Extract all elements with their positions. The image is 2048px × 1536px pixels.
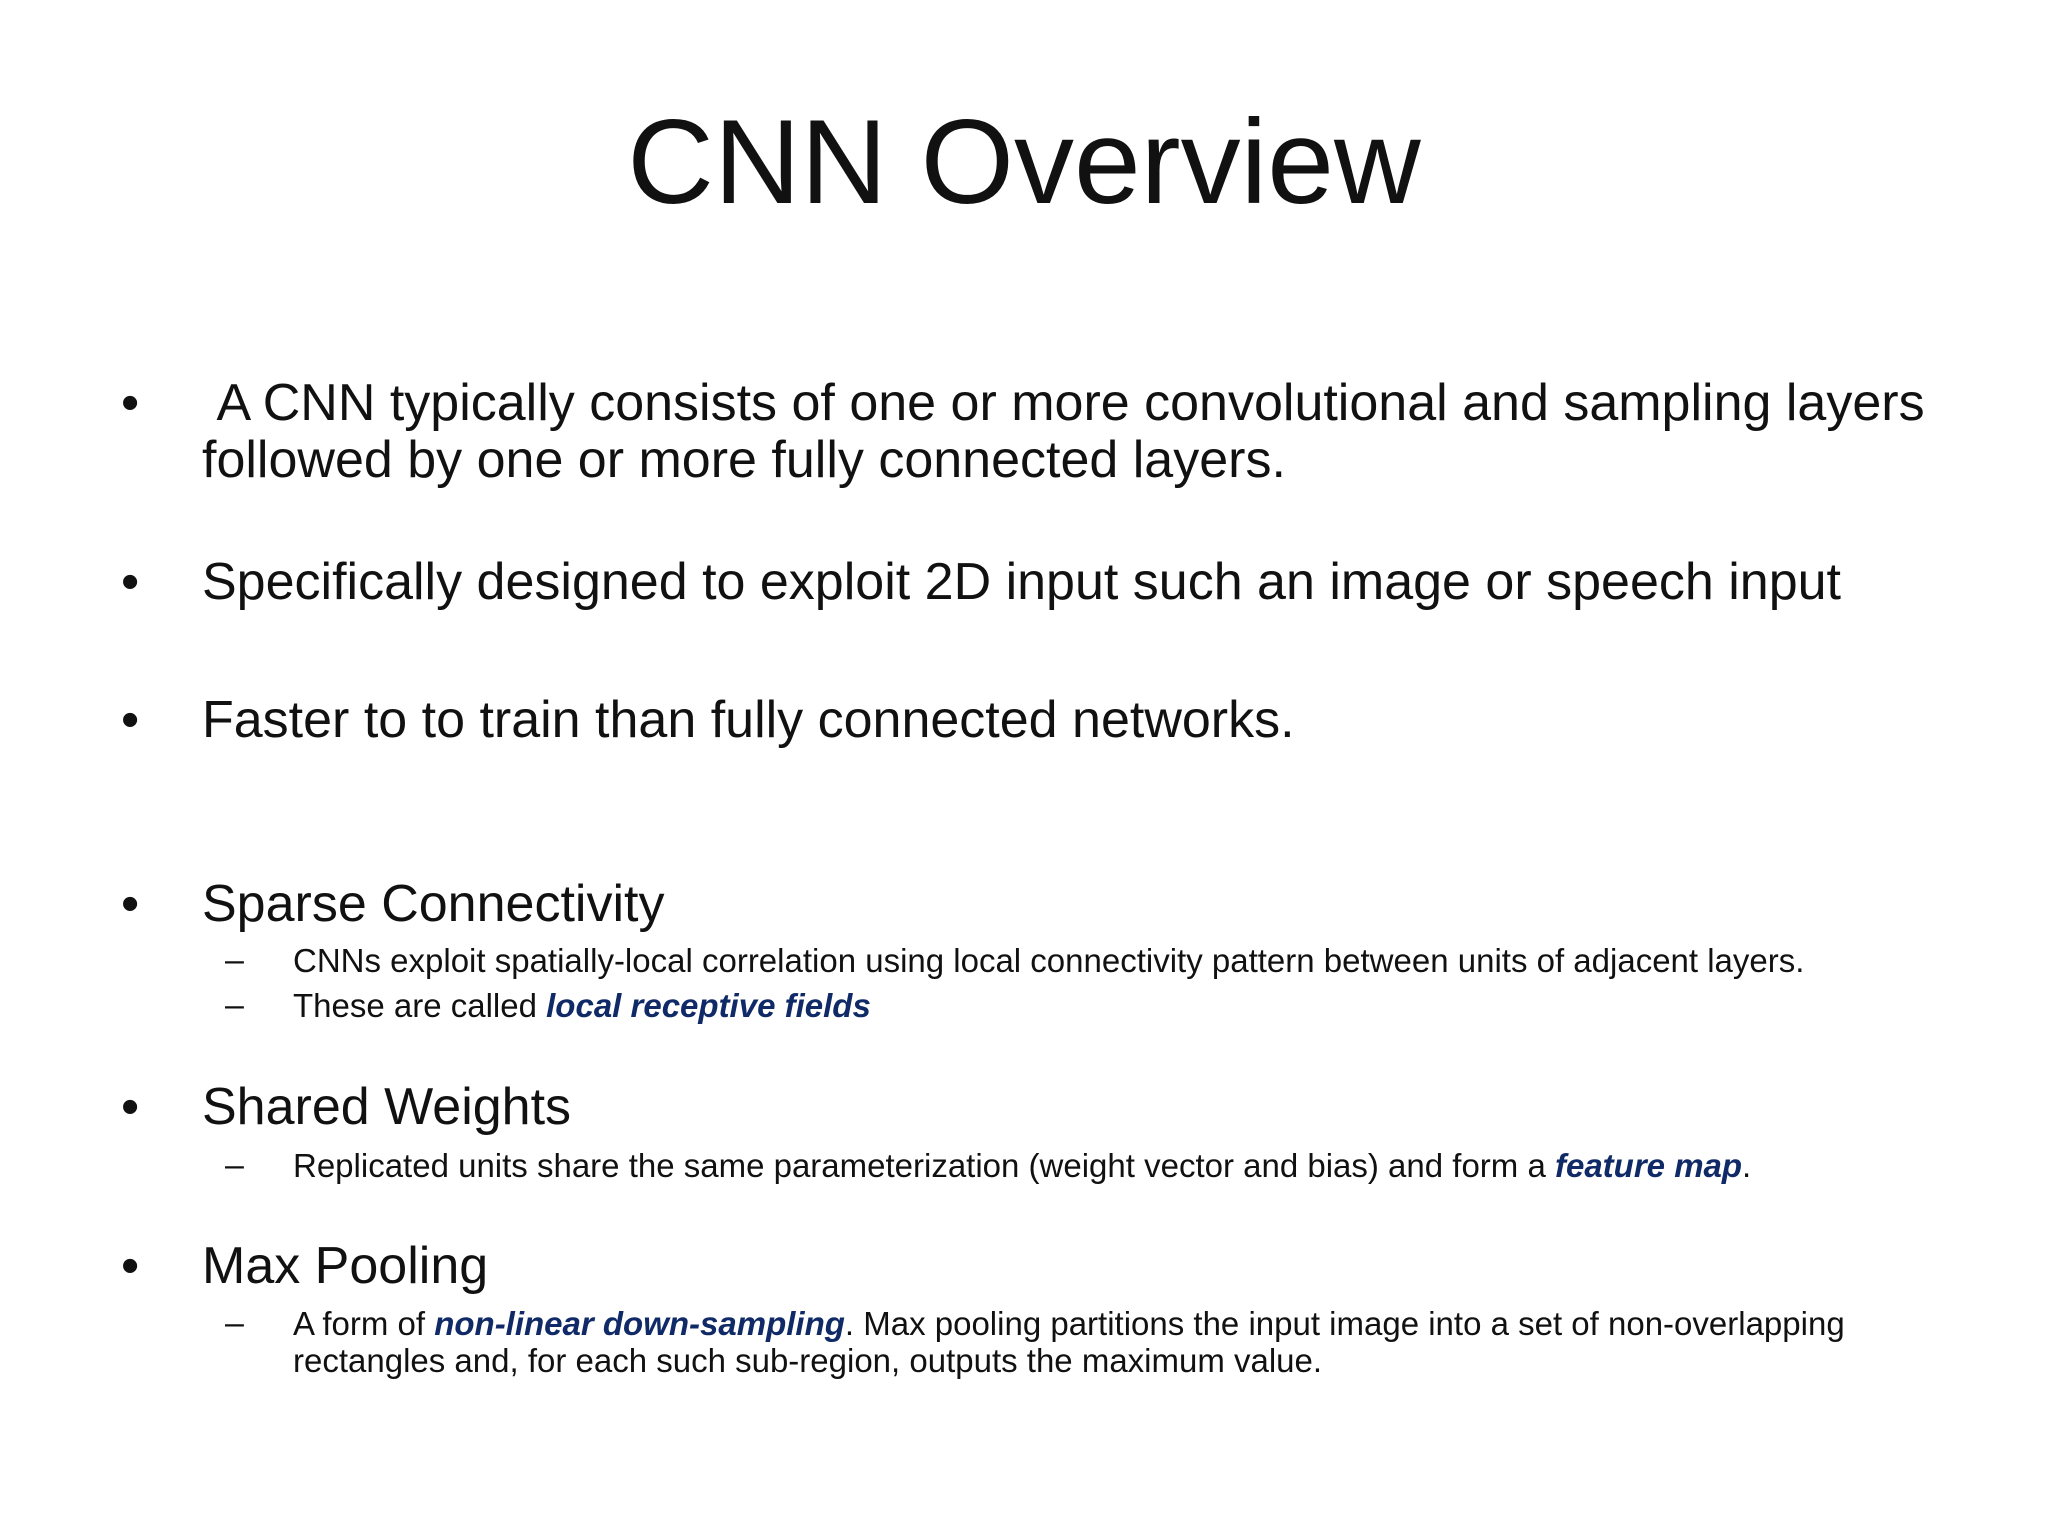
sub-item-text: CNNs exploit spatially-local correlation using local connectivity pattern between units of adjacent layers.: [293, 942, 1805, 979]
bullet-icon: •: [121, 374, 140, 432]
dash-icon: –: [225, 1304, 244, 1342]
slide-title: CNN Overview: [627, 95, 1421, 229]
dash-icon: –: [225, 1146, 244, 1184]
sub-item-text: [293, 1305, 1973, 1379]
sub-item-prefix: These are called: [293, 987, 547, 1024]
bullet-text: Max Pooling: [202, 1237, 489, 1295]
dash-icon: –: [225, 986, 244, 1024]
sub-item-prefix: Replicated units share the same parameterization (weight vector and bias) and form a: [293, 1147, 1555, 1184]
sub-item-prefix: A form of: [293, 1305, 435, 1342]
bullet-text: Sparse Connectivity: [202, 875, 665, 933]
bullet-icon: •: [121, 1078, 140, 1136]
emphasis-term: feature map: [1554, 1147, 1743, 1184]
bullet-icon: •: [121, 553, 140, 611]
bullet-text: A CNN typically consists of one or more convolutional and sampling layers followed by one or more fully connected layers.: [202, 374, 1940, 489]
emphasis-term: local receptive fields: [546, 987, 871, 1024]
sub-item-text: [293, 987, 1973, 1024]
bullet-icon: •: [121, 1237, 140, 1295]
sub-item-suffix: . Max pooling partitions the input image into a set of non-overlapping rectangles and, for each such sub-region, outputs the maximum value.: [293, 1305, 1845, 1379]
bullet-icon: •: [121, 691, 140, 749]
bullet-text: Shared Weights: [202, 1078, 572, 1136]
sub-item-suffix: .: [1742, 1147, 1752, 1184]
sub-item-text: [293, 1147, 1973, 1184]
dash-icon: –: [225, 941, 244, 979]
bullet-icon: •: [121, 875, 140, 933]
bullet-text: Specifically designed to exploit 2D input such an image or speech input: [202, 553, 1841, 611]
emphasis-term: non-linear down-sampling: [434, 1305, 845, 1342]
bullet-text: Faster to to train than fully connected networks.: [202, 691, 1295, 749]
